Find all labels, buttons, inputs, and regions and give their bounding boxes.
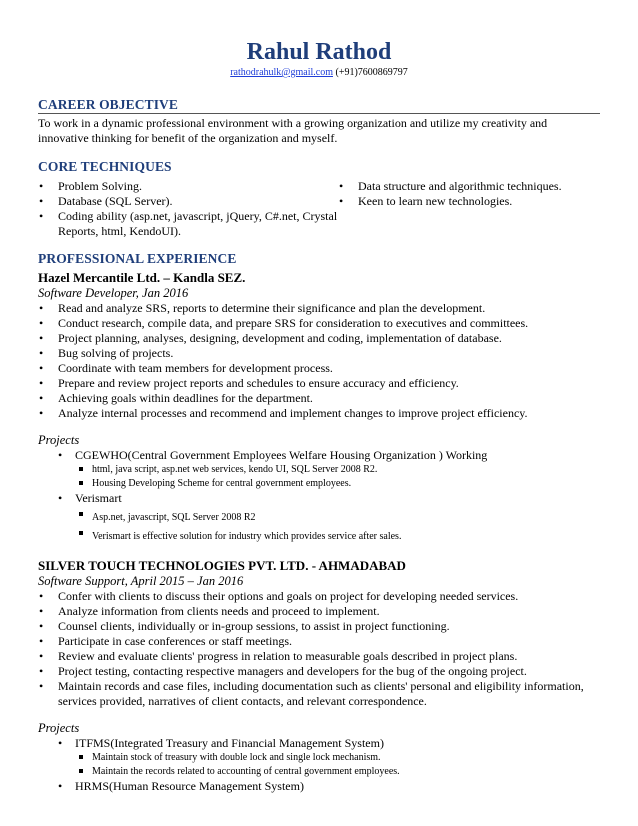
section-title: CORE TECHNIQUES	[38, 159, 172, 174]
project-name: CGEWHO(Central Government Employees Welfare Housing Organization ) Working	[75, 448, 488, 462]
project-item	[38, 491, 600, 546]
core-techniques	[38, 179, 600, 239]
list-item: • Prepare and review project reports and schedules to ensure accuracy and efficiency.	[38, 376, 600, 391]
list-item: • Bug solving of projects.	[38, 346, 600, 361]
project-item	[38, 779, 600, 794]
projects-label: Projects	[38, 433, 80, 447]
detail-item: Verismart is effective solution for industry which provides service after sales.	[75, 527, 600, 546]
list-item: • Counsel clients, individually or in-group sessions, to assist in project functioning.	[38, 619, 600, 634]
list-item: • Project testing, contacting respective managers and developers for the bug of the ongoing project.	[38, 664, 600, 679]
list-item: • Problem Solving.	[38, 179, 338, 194]
project-name: ITFMS(Integrated Treasury and Financial Management System)	[75, 736, 384, 750]
duty-list	[38, 301, 600, 421]
list-item: • Data structure and algorithmic techniques.	[338, 179, 600, 194]
list-item: • Achieving goals within deadlines for the department.	[38, 391, 600, 406]
email-link[interactable]: rathodrahulk@gmail.com	[230, 67, 333, 78]
detail-item: html, java script, asp.net web services, kendo UI, SQL Server 2008 R2.	[75, 463, 600, 477]
project-name: HRMS(Human Resource Management System)	[75, 779, 304, 793]
section-header-experience	[38, 251, 600, 267]
detail-item: Asp.net, javascript, SQL Server 2008 R2	[75, 508, 600, 527]
list-item: • Keen to learn new technologies.	[338, 194, 600, 209]
list-item: • Conduct research, compile data, and prepare SRS for consideration to executives and committees.	[38, 316, 600, 331]
list-item: • Coding ability (asp.net, javascript, jQuery, C#.net, Crystal Reports, html, KendoUI).	[38, 209, 338, 239]
job-role: Software Developer, Jan 2016	[38, 286, 189, 300]
list-item: • Review and evaluate clients' progress in relation to measurable goals described in project plans.	[38, 649, 600, 664]
projects-label: Projects	[38, 721, 80, 735]
project-name: Verismart	[75, 491, 122, 505]
core-list-left	[38, 179, 338, 239]
list-item: • Analyze information from clients needs and proceed to implement.	[38, 604, 600, 619]
project-item	[38, 736, 600, 779]
project-list	[38, 448, 600, 546]
list-item: • Project planning, analyses, designing, development and coding, implementation of database.	[38, 331, 600, 346]
project-details	[75, 463, 600, 491]
list-item: • Participate in case conferences or staff meetings.	[38, 634, 600, 649]
list-item: • Database (SQL Server).	[38, 194, 338, 209]
detail-item: Maintain the records related to accounting of central government employees.	[75, 765, 600, 779]
section-title: PROFESSIONAL EXPERIENCE	[38, 251, 237, 266]
list-item: • Read and analyze SRS, reports to determine their significance and plan the development.	[38, 301, 600, 316]
section-header-objective	[38, 97, 600, 114]
list-item: • Maintain records and case files, including documentation such as clients' personal and eligibility information, services provided, narratives of client contacts, and relevant correspondence.	[38, 679, 600, 709]
company-name: SILVER TOUCH TECHNOLOGIES PVT. LTD. - AHMADABAD	[38, 558, 406, 573]
candidate-name: Rahul Rathod	[246, 39, 392, 65]
job-role: Software Support, April 2015 – Jan 2016	[38, 574, 244, 588]
section-title: CAREER OBJECTIVE	[38, 97, 179, 112]
duty-list	[38, 589, 600, 709]
section-header-core	[38, 159, 600, 175]
project-details	[75, 751, 600, 779]
detail-item: Maintain stock of treasury with double lock and single lock mechanism.	[75, 751, 600, 765]
objective-text: To work in a dynamic professional environment with a growing organization and utilize my creativity and innovative thinking for benefit of the organization and myself.	[38, 116, 548, 145]
phone-number: (+91)7600869797	[335, 67, 408, 78]
list-item: • Coordinate with team members for development process.	[38, 361, 600, 376]
core-list-right	[338, 179, 600, 239]
contact-line	[38, 66, 600, 80]
company-name: Hazel Mercantile Ltd. – Kandla SEZ.	[38, 270, 246, 285]
project-item	[38, 448, 600, 491]
detail-item: Housing Developing Scheme for central government employees.	[75, 477, 600, 491]
list-item: • Analyze internal processes and recommend and implement changes to improve project efficiency.	[38, 406, 600, 421]
project-list	[38, 736, 600, 794]
list-item: • Confer with clients to discuss their options and goals on project for developing needed services.	[38, 589, 600, 604]
project-details	[75, 508, 600, 546]
